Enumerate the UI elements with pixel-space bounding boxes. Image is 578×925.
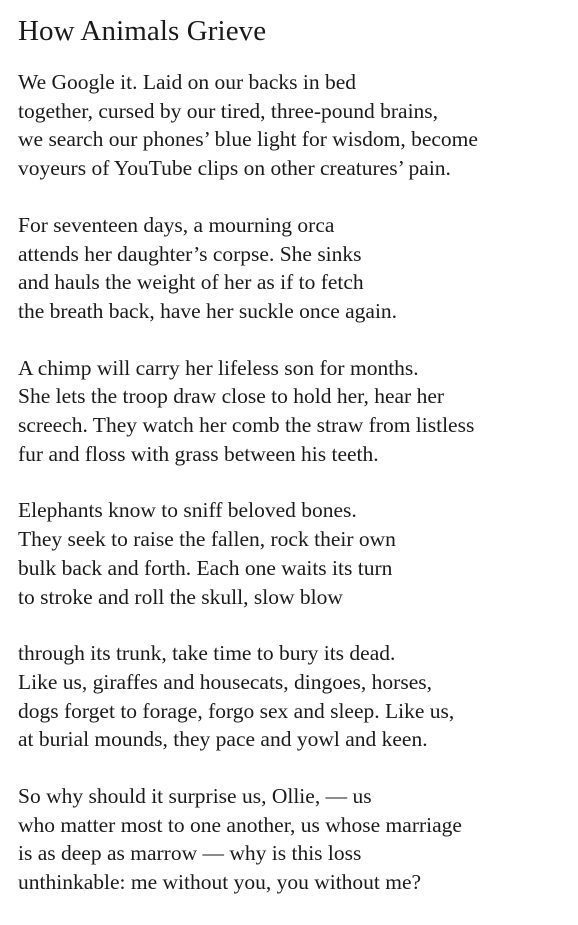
- poem-line: unthinkable: me without you, you without me?: [18, 870, 422, 895]
- poem-body: [18, 68, 574, 897]
- poem-line: screech. They watch her comb the straw from listless: [18, 413, 475, 438]
- poem-line: together, cursed by our tired, three-pound brains,: [18, 98, 439, 123]
- poem-line: We Google it. Laid on our backs in bed: [18, 70, 357, 94]
- poem-line: For seventeen days, a mourning orca: [18, 212, 335, 237]
- poem-line: voyeurs of YouTube clips on other creatures’ pain.: [18, 156, 451, 181]
- poem-line: and hauls the weight of her as if to fetch: [18, 270, 364, 295]
- poem-line: dogs forget to forage, forgo sex and sleep. Like us,: [18, 698, 455, 723]
- poem-line: who matter most to one another, us whose marriage: [18, 812, 462, 837]
- poem-line: is as deep as marrow — why is this loss: [18, 841, 362, 866]
- poem-line: bulk back and forth. Each one waits its turn: [18, 555, 393, 580]
- poem-line: fur and floss with grass between his teeth.: [18, 441, 379, 466]
- poem-line: attends her daughter’s corpse. She sinks: [18, 241, 362, 266]
- poem-line: She lets the troop draw close to hold her, hear her: [18, 384, 445, 409]
- poem-line: A chimp will carry her lifeless son for months.: [18, 355, 419, 380]
- poem-line: the breath back, have her suckle once again.: [18, 298, 398, 323]
- poem-line: They seek to raise the fallen, rock their own: [18, 527, 396, 552]
- poem-line: So why should it surprise us, Ollie, — us: [18, 784, 372, 809]
- stanza-3: [18, 354, 574, 469]
- poem-title: How Animals Grieve: [18, 15, 267, 47]
- poem-line: we search our phones’ blue light for wisdom, become: [18, 127, 478, 152]
- poem-line: to stroke and roll the skull, slow blow: [18, 584, 343, 609]
- stanza-6: [18, 782, 574, 897]
- poem-line: at burial mounds, they pace and yowl and keen.: [18, 727, 428, 752]
- stanza-2: [18, 211, 574, 326]
- poem-line: Elephants know to sniff beloved bones.: [18, 498, 357, 523]
- stanza-1: [18, 68, 574, 183]
- poem-line: Like us, giraffes and housecats, dingoes, horses,: [18, 669, 432, 694]
- stanza-5: [18, 639, 574, 754]
- stanza-4: [18, 496, 574, 611]
- poem-line: through its trunk, take time to bury its dead.: [18, 641, 396, 666]
- poem: [18, 0, 574, 925]
